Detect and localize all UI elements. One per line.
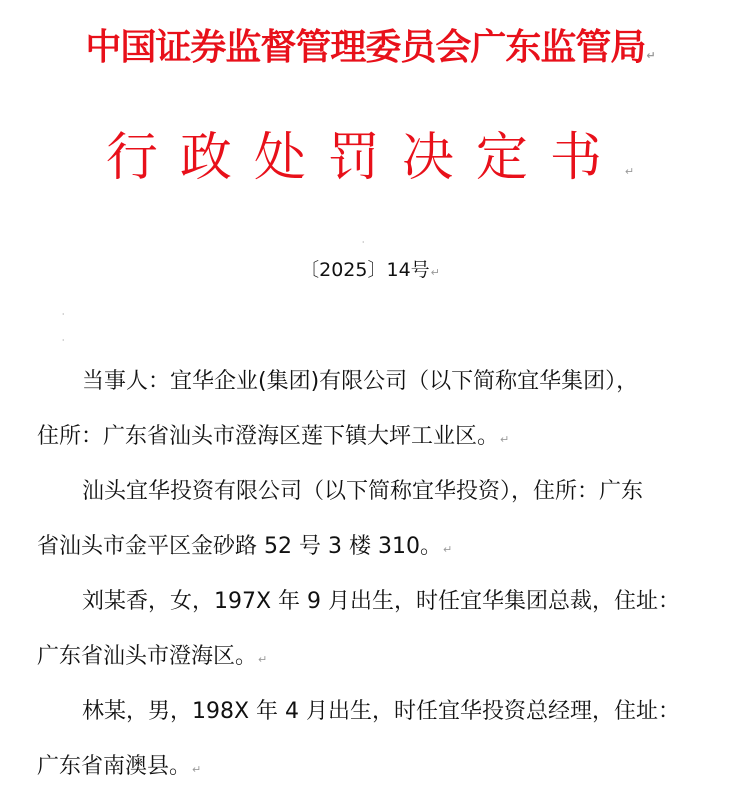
paragraph-mark-icon: ↵: [258, 653, 268, 666]
document-number-text: 〔2025〕14号: [300, 259, 430, 281]
party-paragraph: [0, 574, 740, 684]
paragraph-line-last: [0, 409, 740, 464]
paragraph-mark-icon: ↵: [442, 543, 453, 556]
paragraph-line: 当事人：宜华企业(集团)有限公司（以下简称宜华集团），: [82, 369, 639, 394]
paragraph-mark-icon: ↵: [192, 763, 202, 776]
empty-paragraph-mark-icon: ⸱: [62, 310, 65, 320]
party-paragraph: [0, 464, 740, 574]
agency-name: 中国证券监督管理委员会广东监管局: [85, 27, 646, 68]
paragraph-mark-icon: ↵: [646, 49, 655, 62]
paragraph-line-last: [0, 629, 740, 684]
paragraph-line: 汕头宜华投资有限公司（以下简称宜华投资），住所：广东: [82, 479, 644, 504]
paragraph-line: 广东省南澳县。: [37, 754, 192, 779]
paragraph-line: 林某，男，198X 年 4 月出生，时任宜华投资总经理，住址：: [82, 699, 681, 724]
empty-paragraph-mark-icon: ⸱: [362, 238, 365, 248]
empty-paragraph-mark-icon: ⸱: [62, 336, 65, 346]
paragraph-line-last: [0, 519, 740, 574]
paragraph-line: 刘某香，女，197X 年 9 月出生，时任宜华集团总裁，住址：: [82, 589, 681, 614]
paragraph-line: 广东省汕头市澄海区。: [37, 644, 258, 669]
paragraph-mark-icon: ↵: [624, 165, 635, 178]
document-title: [0, 126, 740, 204]
document-number: [0, 256, 740, 287]
paragraph-mark-icon: ↵: [500, 433, 510, 446]
document-body: [0, 354, 740, 794]
paragraph-line-last: [0, 739, 740, 794]
party-paragraph: [0, 354, 740, 464]
paragraph-mark-icon: ↵: [430, 266, 440, 279]
issuing-agency-header: [0, 26, 740, 78]
paragraph-line: 省汕头市金平区金砂路 52 号 3 楼 310。: [37, 534, 442, 559]
party-paragraph: [0, 684, 740, 794]
document-title-text: 行政处罚决定书: [105, 128, 624, 188]
paragraph-line: 住所：广东省汕头市澄海区莲下镇大坪工业区。: [37, 424, 500, 449]
